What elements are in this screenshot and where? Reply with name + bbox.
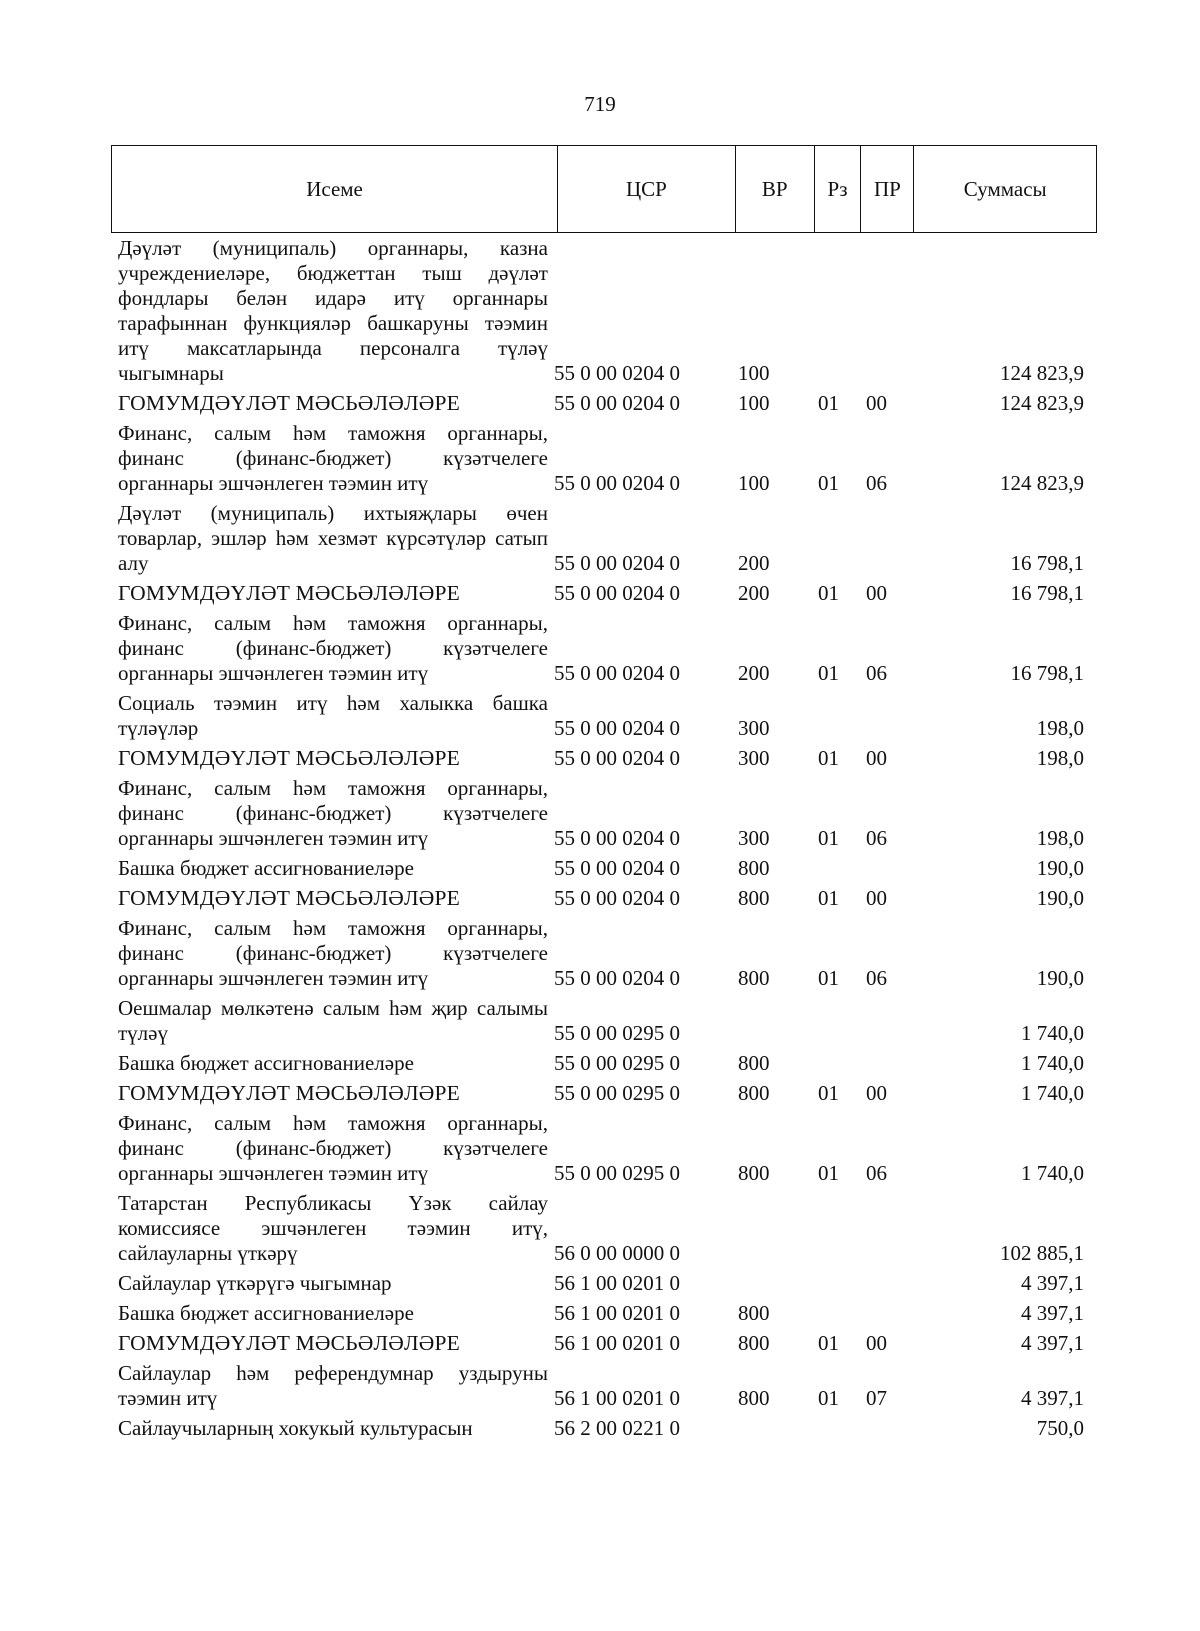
row-sum: 1 740,0 (1021, 1081, 1084, 1105)
table-row (118, 421, 1098, 496)
row-name: Финанс, салым һәм таможня органнары, финанс (финанс-бюджет) күзәтчелеге органнары эшчәнлеген тәэмин итү (118, 916, 548, 990)
row-vr: 800 (738, 856, 770, 880)
row-csr: 55 0 00 0204 0 (554, 826, 680, 850)
row-name: Башка бюджет ассигнованиеләре (118, 1301, 414, 1325)
row-name: Социаль тәэмин итү һәм халыкка башка түләүләр (118, 691, 548, 740)
row-rz: 01 (818, 661, 839, 685)
row-csr: 55 0 00 0295 0 (554, 1161, 680, 1185)
row-csr: 55 0 00 0204 0 (554, 746, 680, 770)
row-csr: 56 0 00 0000 0 (554, 1241, 680, 1265)
row-csr: 56 1 00 0201 0 (554, 1386, 680, 1410)
table-row (118, 1271, 1098, 1296)
row-sum: 124 823,9 (1000, 361, 1084, 385)
row-rz: 01 (818, 471, 839, 495)
row-name: ГОМУМДӘҮЛӘТ МӘСЬӘЛӘЛӘРЕ (118, 391, 460, 415)
row-csr: 55 0 00 0204 0 (554, 966, 680, 990)
row-pr: 06 (866, 471, 887, 495)
table-row (118, 1081, 1098, 1106)
row-name: Башка бюджет ассигнованиеләре (118, 856, 414, 880)
row-vr: 800 (738, 1161, 770, 1185)
row-name: ГОМУМДӘҮЛӘТ МӘСЬӘЛӘЛӘРЕ (118, 1081, 460, 1105)
row-name: ГОМУМДӘҮЛӘТ МӘСЬӘЛӘЛӘРЕ (118, 1331, 460, 1355)
table-row (118, 886, 1098, 911)
row-sum: 124 823,9 (1000, 391, 1084, 415)
row-sum: 102 885,1 (1000, 1241, 1084, 1265)
row-csr: 55 0 00 0295 0 (554, 1081, 680, 1105)
table-row (118, 1111, 1098, 1186)
row-name: Татарстан Республикасы Үзәк сайлау комиссиясе эшчәнлеген тәэмин итү, сайлауларны үткәрү (118, 1191, 548, 1265)
row-vr: 200 (738, 581, 770, 605)
row-sum: 124 823,9 (1000, 471, 1084, 495)
header-vr: ВР (736, 146, 815, 232)
row-sum: 1 740,0 (1021, 1161, 1084, 1185)
row-csr: 56 1 00 0201 0 (554, 1331, 680, 1355)
row-pr: 06 (866, 826, 887, 850)
row-pr: 00 (866, 746, 887, 770)
row-vr: 200 (738, 551, 770, 575)
row-rz: 01 (818, 1331, 839, 1355)
row-pr: 00 (866, 1081, 887, 1105)
row-rz: 01 (818, 886, 839, 910)
row-sum: 4 397,1 (1021, 1331, 1084, 1355)
table-row (118, 611, 1098, 686)
row-csr: 56 1 00 0201 0 (554, 1271, 680, 1295)
row-sum: 1 740,0 (1021, 1021, 1084, 1045)
row-rz: 01 (818, 1161, 839, 1185)
row-name: Оешмалар мөлкәтенә салым һәм җир салымы түләү (118, 996, 548, 1045)
row-name: ГОМУМДӘҮЛӘТ МӘСЬӘЛӘЛӘРЕ (118, 746, 460, 770)
table-header (111, 145, 1097, 233)
row-vr: 100 (738, 471, 770, 495)
page-number: 719 (584, 92, 616, 116)
row-sum: 190,0 (1036, 886, 1084, 910)
row-sum: 198,0 (1036, 716, 1084, 740)
row-rz: 01 (818, 391, 839, 415)
row-name: ГОМУМДӘҮЛӘТ МӘСЬӘЛӘЛӘРЕ (118, 581, 460, 605)
header-csr: ЦСР (558, 146, 736, 232)
row-csr: 55 0 00 0204 0 (554, 716, 680, 740)
row-vr: 100 (738, 391, 770, 415)
row-name: Сайлаулар үткәрүгә чыгымнар (118, 1271, 392, 1295)
row-name: Сайлаучыларның хокукый культурасын (118, 1416, 473, 1440)
row-rz: 01 (818, 581, 839, 605)
table-row (118, 691, 1098, 741)
row-sum: 4 397,1 (1021, 1386, 1084, 1410)
row-sum: 4 397,1 (1021, 1301, 1084, 1325)
row-csr: 55 0 00 0295 0 (554, 1051, 680, 1075)
row-vr: 800 (738, 886, 770, 910)
row-name: Дәүләт (муниципаль) ихтыяҗлары өчен товарлар, эшләр һәм хезмәт күрсәтүләр сатып алу (118, 501, 548, 575)
row-sum: 190,0 (1036, 966, 1084, 990)
table-row (118, 856, 1098, 881)
row-vr: 100 (738, 361, 770, 385)
row-sum: 4 397,1 (1021, 1271, 1084, 1295)
row-rz: 01 (818, 746, 839, 770)
table-row (118, 776, 1098, 851)
row-csr: 55 0 00 0204 0 (554, 581, 680, 605)
row-sum: 190,0 (1036, 856, 1084, 880)
row-name: Сайлаулар һәм референдумнар уздыруны тәэмин итү (118, 1361, 548, 1410)
row-pr: 00 (866, 886, 887, 910)
table-row (118, 1301, 1098, 1326)
row-sum: 750,0 (1036, 1416, 1084, 1440)
row-name: Финанс, салым һәм таможня органнары, финанс (финанс-бюджет) күзәтчелеге органнары эшчәнлеген тәэмин итү (118, 421, 548, 495)
row-pr: 06 (866, 1161, 887, 1185)
row-vr: 300 (738, 826, 770, 850)
header-rz: Рз (815, 146, 862, 232)
row-csr: 55 0 00 0204 0 (554, 551, 680, 575)
table-row (118, 1331, 1098, 1356)
row-csr: 55 0 00 0204 0 (554, 856, 680, 880)
row-sum: 16 798,1 (1010, 661, 1084, 685)
row-csr: 55 0 00 0204 0 (554, 661, 680, 685)
row-csr: 55 0 00 0204 0 (554, 471, 680, 495)
row-csr: 55 0 00 0204 0 (554, 391, 680, 415)
row-vr: 800 (738, 1051, 770, 1075)
row-name: Финанс, салым һәм таможня органнары, финанс (финанс-бюджет) күзәтчелеге органнары эшчәнлеген тәэмин итү (118, 1111, 548, 1185)
row-rz: 01 (818, 966, 839, 990)
row-sum: 16 798,1 (1010, 581, 1084, 605)
row-pr: 00 (866, 581, 887, 605)
row-rz: 01 (818, 826, 839, 850)
row-csr: 55 0 00 0204 0 (554, 361, 680, 385)
row-name: Башка бюджет ассигнованиеләре (118, 1051, 414, 1075)
table-row (118, 1416, 1098, 1441)
table-body (118, 236, 1098, 1446)
row-sum: 198,0 (1036, 746, 1084, 770)
row-vr: 800 (738, 1301, 770, 1325)
table-row (118, 996, 1098, 1046)
row-rz: 01 (818, 1081, 839, 1105)
row-vr: 300 (738, 746, 770, 770)
table-row (118, 391, 1098, 416)
table-row (118, 916, 1098, 991)
table-row (118, 1191, 1098, 1266)
row-sum: 16 798,1 (1010, 551, 1084, 575)
row-csr: 56 2 00 0221 0 (554, 1416, 680, 1440)
row-vr: 300 (738, 716, 770, 740)
table-row (118, 1361, 1098, 1411)
row-vr: 800 (738, 1081, 770, 1105)
row-rz: 01 (818, 1386, 839, 1410)
row-name: ГОМУМДӘҮЛӘТ МӘСЬӘЛӘЛӘРЕ (118, 886, 460, 910)
row-vr: 800 (738, 966, 770, 990)
row-sum: 1 740,0 (1021, 1051, 1084, 1075)
header-pr: ПР (861, 146, 914, 232)
row-name: Финанс, салым һәм таможня органнары, финанс (финанс-бюджет) күзәтчелеге органнары эшчәнлеген тәэмин итү (118, 611, 548, 685)
row-name: Финанс, салым һәм таможня органнары, финанс (финанс-бюджет) күзәтчелеге органнары эшчәнлеген тәэмин итү (118, 776, 548, 850)
row-pr: 06 (866, 966, 887, 990)
table-row (118, 1051, 1098, 1076)
header-name: Исеме (112, 146, 558, 232)
row-csr: 55 0 00 0204 0 (554, 886, 680, 910)
header-sum: Суммасы (963, 176, 1047, 201)
row-pr: 07 (866, 1386, 887, 1410)
table-row (118, 746, 1098, 771)
table-row (118, 581, 1098, 606)
row-csr: 55 0 00 0295 0 (554, 1021, 680, 1045)
row-name: Дәүләт (муниципаль) органнары, казна учреждениеләре, бюджеттан тыш дәүләт фондлары белән идарә итү органнары тарафыннан функцияләр башкаруны тәэмин итү максатларында персоналга түләү чыгымнары (118, 236, 548, 385)
row-vr: 200 (738, 661, 770, 685)
row-pr: 06 (866, 661, 887, 685)
row-vr: 800 (738, 1331, 770, 1355)
row-pr: 00 (866, 391, 887, 415)
table-row (118, 501, 1098, 576)
table-row (118, 236, 1098, 386)
row-vr: 800 (738, 1386, 770, 1410)
row-pr: 00 (866, 1331, 887, 1355)
row-sum: 198,0 (1036, 826, 1084, 850)
row-csr: 56 1 00 0201 0 (554, 1301, 680, 1325)
